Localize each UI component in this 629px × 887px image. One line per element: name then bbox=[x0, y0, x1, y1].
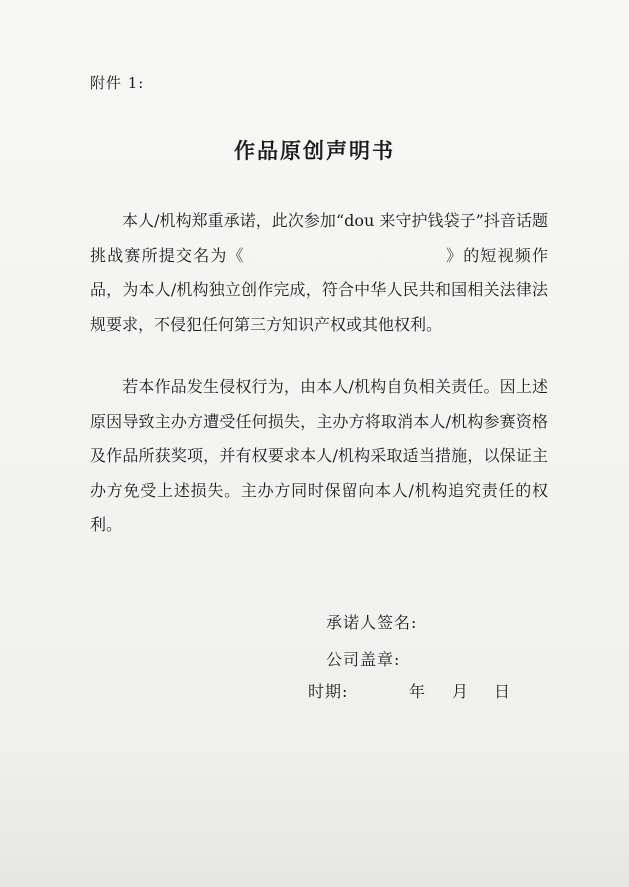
paragraph2-text: 若本作品发生侵权行为，由本人/机构自负相关责任。因上述原因导致主办方遭受任何损失，主办方将取消本人/机构参赛资格及作品所获奖项，并有权要求本人/机构采取适当措施，以保证主办方免受上述损失。主办方同时保留向本人/机构追究责任的权利。 bbox=[90, 377, 548, 534]
company-seal-label: 公司盖章: bbox=[326, 650, 401, 669]
scan-shadow bbox=[0, 737, 629, 887]
paragraph1-before-blank: 本人/机构郑重承诺，此次参加“dou 来守护钱袋子”抖音话题挑战赛所提交名为《 bbox=[90, 211, 548, 265]
liability-paragraph bbox=[90, 370, 548, 543]
date-month-label: 月 bbox=[452, 682, 470, 701]
signer-signature-label: 承诺人签名: bbox=[326, 613, 418, 632]
attachment-label: 附件 1: bbox=[90, 74, 145, 92]
date-year-label: 年 bbox=[409, 682, 427, 701]
document-title: 作品原创声明书 bbox=[234, 138, 395, 163]
statement-paragraph bbox=[90, 204, 548, 342]
date-day-label: 日 bbox=[494, 682, 512, 701]
date-label: 时期: bbox=[308, 682, 349, 701]
paragraph1-after-blank: 》的短视频作品，为本人/机构独立创作完成，符合中华人民共和国相关法律法规要求，不侵犯任何第三方知识产权或其他权利。 bbox=[90, 245, 548, 334]
